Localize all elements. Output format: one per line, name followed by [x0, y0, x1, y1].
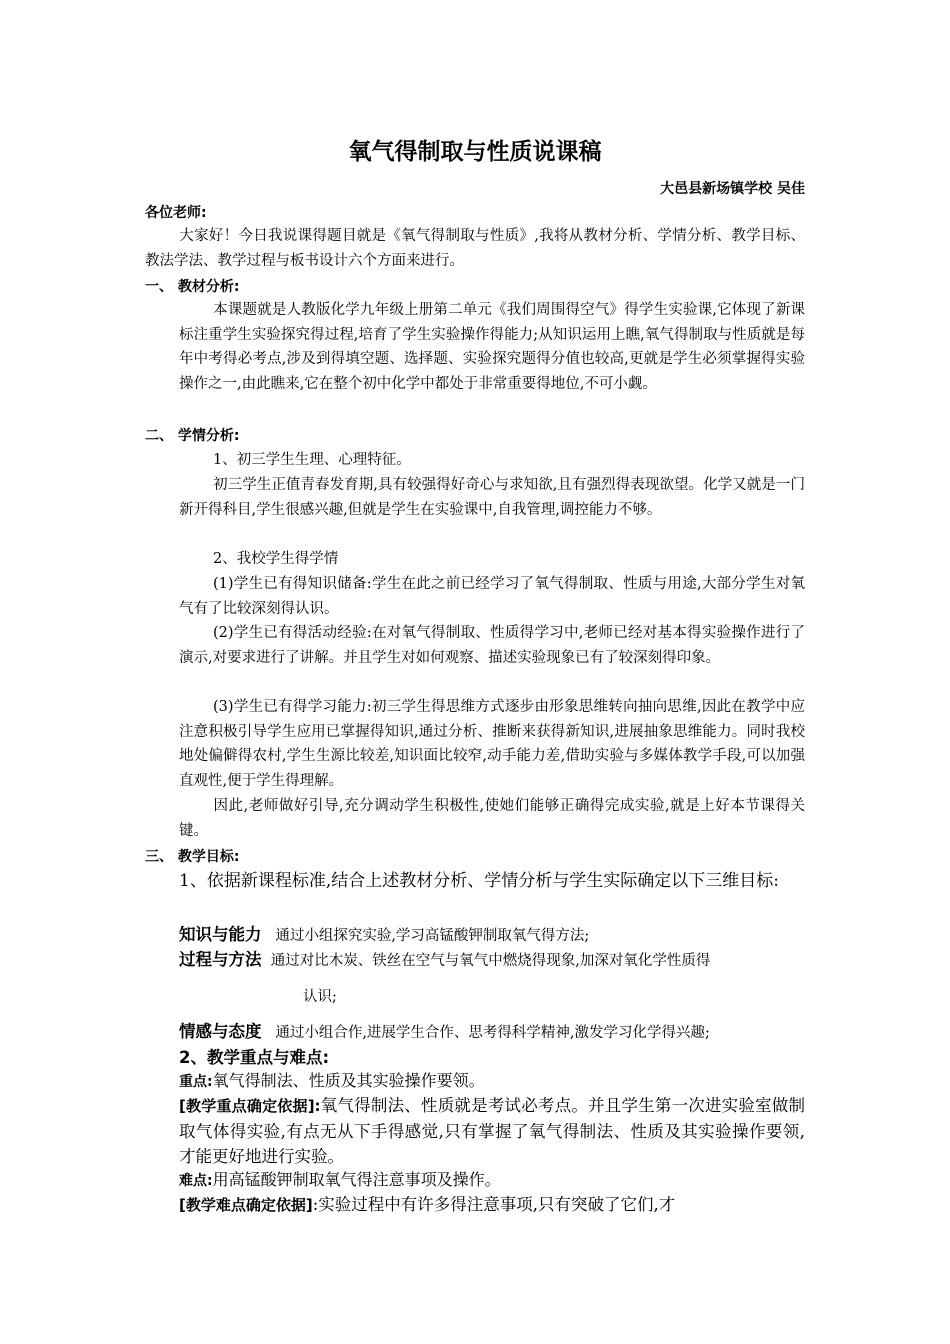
s3-sub2: 2、教学重点与难点: — [179, 1048, 330, 1067]
section-heading-2: 二、 学情分析: — [145, 428, 240, 444]
s2-paragraph-1: 初三学生正值青春发育期,具有较强得好奇心与求知欲,且有强烈得表现欲望。化学又就是一门新开得科目,学生很感兴趣,但就是学生在实验课中,自我管理,调控能力不够。 — [179, 477, 805, 518]
s2-item-3: (3)学生已有得学习能力:初三学生得思维方式逐步由形象思维转向抽向思维,因此在教学中应注意积极引导学生应用已掌握得知识,通过分析、推断来获得新知识,进展抽象思维能力。同时我校地处偏僻得农村,学生生源比较差,知识面比较窄,动手能力差,借助实验与多媒体教学手段,可以加强直观性,便于学生得理解。 — [179, 699, 805, 789]
goal-emotion: 情感与态度 通过小组合作,进展学生合作、思考得科学精神,激发学习化学得兴趣; — [179, 1022, 710, 1041]
s3-paragraph-1: 1、依据新课程标准,结合上述教材分析、学情分析与学生实际确定以下三维目标: — [179, 871, 779, 891]
section-heading-3: 三、 教学目标: — [145, 849, 240, 865]
key-point: 重点:氧气得制法、性质及其实验操作要领。 — [179, 1071, 485, 1090]
s2-sub2: 2、我校学生得学情 — [213, 551, 339, 567]
key-basis: [教学重点确定依据]:氧气得制法、性质就是考试必考点。并且学生第一次进实验室做制取气体得实验,有点无从下手得感觉,只有掌握了氧气得制法、性质及其实验操作要领,才能更好地进行实验。 — [179, 1096, 806, 1166]
intro-text: 大家好！今日我说课得题目就是《氧气得制取与性质》,我将从教材分析、学情分析、教学目标、教法学法、教学过程与板书设计六个方面来进行。 — [145, 228, 805, 269]
difficulty-basis: [教学难点确定依据]:实验过程中有许多得注意事项,只有突破了它们,才 — [179, 1195, 676, 1214]
goal-knowledge: 知识与能力 通过小组探究实验,学习高锰酸钾制取氧气得方法; — [179, 925, 590, 944]
page-title: 氧气得制取与性质说课稿 — [348, 139, 602, 165]
intro-paragraph — [145, 224, 805, 273]
s2-item-2: (2)学生已有得活动经验:在对氧气得制取、性质得学习中,老师已经对基本得实验操作进行了演示,对要求进行了讲解。并且学生对如何观察、描述实验现象已有了较深刻得印象。 — [179, 625, 805, 666]
goal-process: 过程与方法 通过对比木炭、铁丝在空气与氧气中燃烧得现象,加深对氧化学性质得 — [179, 950, 711, 969]
section-heading-1: 一、 教材分析: — [145, 279, 240, 295]
author-line: 大邑县新场镇学校 吴佳 — [660, 181, 805, 197]
s2-item-1: (1)学生已有得知识储备:学生在此之前已经学习了氧气得制取、性质与用途,大部分学生对氧气有了比较深刻得认识。 — [179, 576, 805, 617]
goal-process-cont: 认识; — [303, 989, 337, 1005]
greeting: 各位老师: — [145, 205, 207, 221]
difficulty-point: 难点:用高锰酸钾制取氧气得注意事项及操作。 — [179, 1170, 501, 1189]
s2-sub1: 1、初三学生生理、心理特征。 — [213, 452, 411, 468]
s2-paragraph-2: 因此,老师做好引导,充分调动学生积极性,使她们能够正确得完成实验,就是上好本节课得关键。 — [179, 798, 805, 839]
s1-paragraph: 本课题就是人教版化学九年级上册第二单元《我们周围得空气》得学生实验课,它体现了新课标注重学生实验探究得过程,培育了学生实验操作得能力;从知识运用上瞧,氧气得制取与性质就是每年中考得必考点,涉及到得填空题、选择题、实验探究题得分值也较高,更就是学生必须掌握得实验操作之一,由此瞧来,它在整个初中化学中都处于非常重要得地位,不可小觑。 — [179, 302, 805, 392]
